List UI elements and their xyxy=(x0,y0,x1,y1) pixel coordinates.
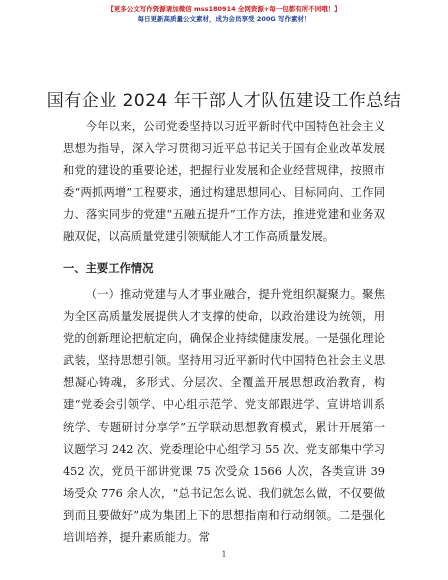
intro-paragraph xyxy=(63,116,385,249)
promo-banner xyxy=(0,4,448,24)
promo-banner-line2: 每日更新高质量公文素材，成为会员享受 200G 写作素材！ xyxy=(137,15,311,23)
promo-banner-line1: 【更多公文写作资源请加微信 mss180914 全网资源+每一包都有所不同哦！】 xyxy=(107,5,341,13)
section-heading: 一、主要工作情况 xyxy=(63,262,154,275)
intro-text: 今年以来，公司党委坚持以习近平新时代中国特色社会主义思想为指导，深入学习贯彻习近平总书记关于国有企业改革发展和党的建设的重要论述，把握行业发展和企业经营规律，按照市委“两抓两增”工程要求，通过构建思想同心、目标同向、工作同力、落实同步的党建“五融五提升”工作方法，推进党建和业务双融双促，以高质量党建引领赋能人才工作高质量发展。 xyxy=(63,120,385,244)
document-title: 国有企业 2024 年干部人才队伍建设工作总结 xyxy=(46,91,402,111)
page-number: 1 xyxy=(221,550,227,559)
section-text: （一）推动党建与人才事业融合，提升党组织凝聚力。聚焦为全区高质量发展提供人才支撑的使命，以政治建设为统领，用党的创新理论把航定向，确保企业持续健康发展。一是强化理论武装，坚持思想引领。坚持用习近平新时代中国特色社会主义思想凝心铸魂，多形式、分层次、全覆盖开展思想政治教育，构建“党委会引领学、中心组示范学、党支部跟进学、宣讲培训系统学、专题研讨分享学”五学联动思想教育模式，累计开展第一议题学习 242 次、党委理论中心组学习 55 次、党支部集中学习 452 次，党员干部讲党课 75 次受众 1566 人次，各类宣讲 39 场受众 776 余人次，“总书记怎么说、我们就怎么做，不仅要做到而且要做好”成为集团上下的思想指南和行动纲领。二是强化培训培养，提升素质能力。常 xyxy=(63,288,385,545)
section-paragraph xyxy=(63,284,385,549)
